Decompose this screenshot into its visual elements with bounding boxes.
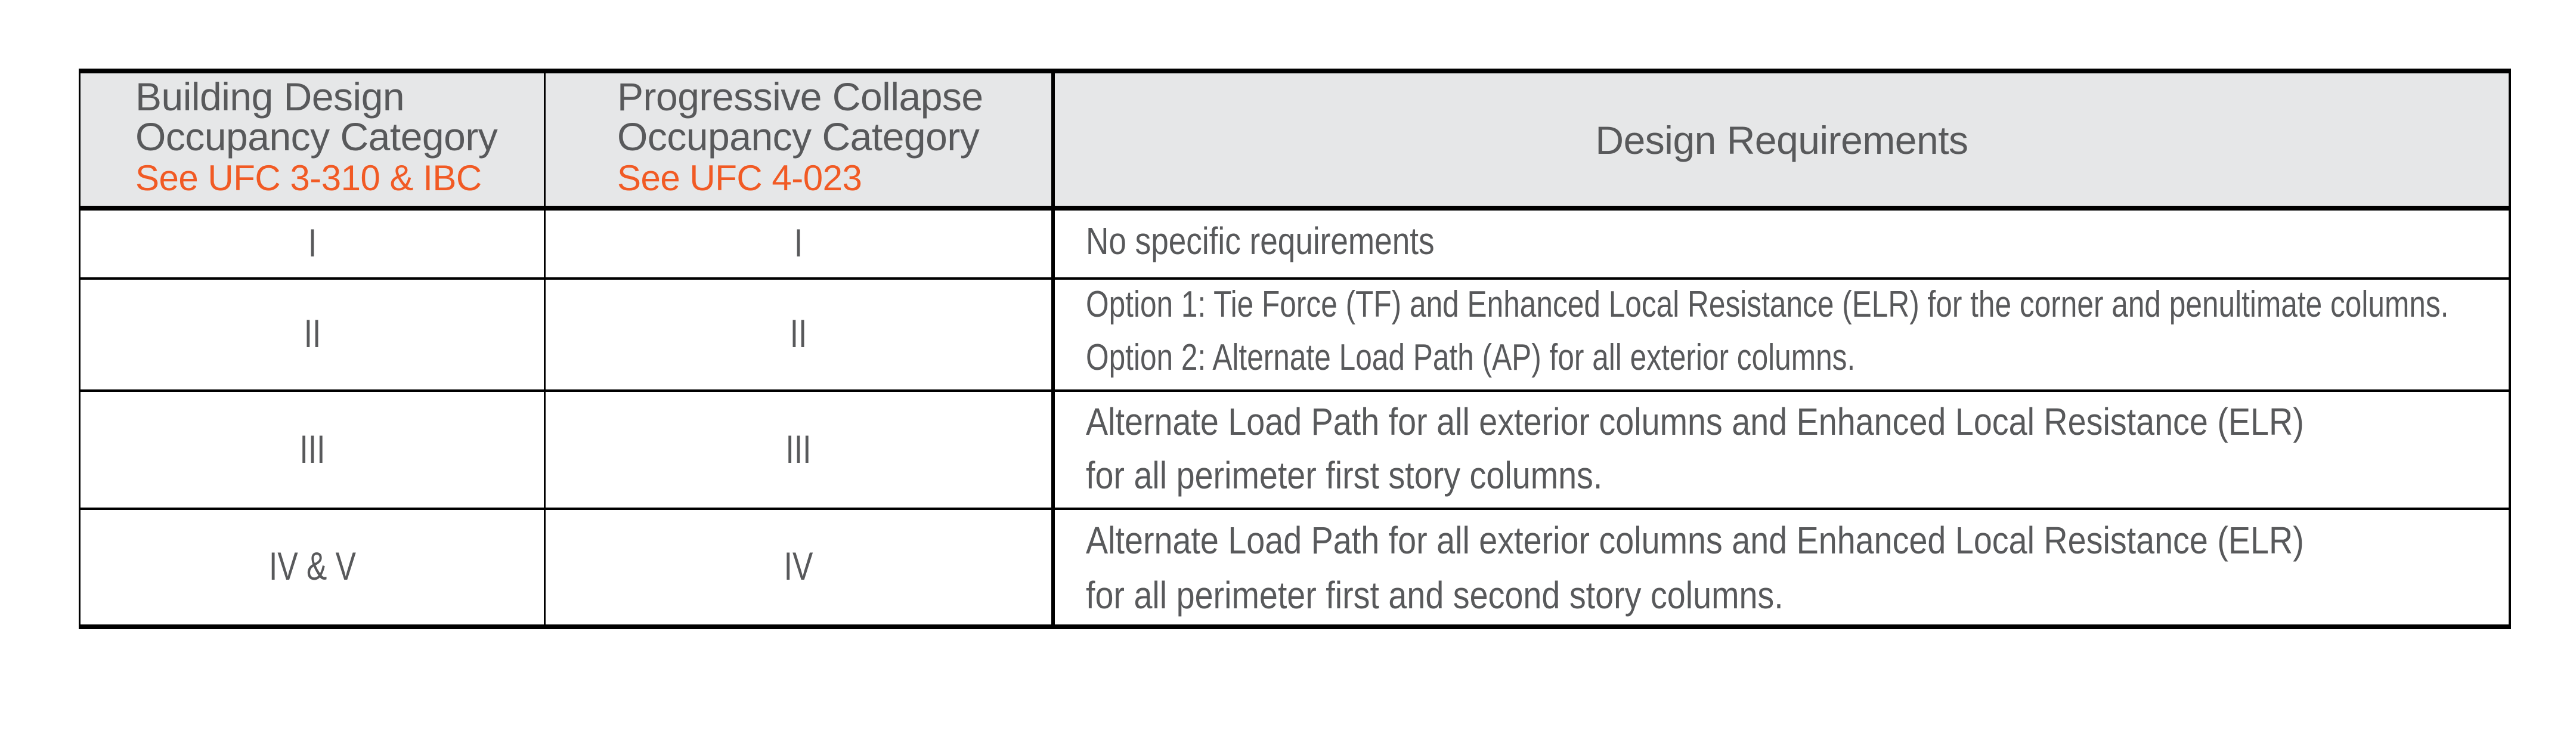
row-4-building-category [80,510,544,624]
building-category-value: IV & V [269,544,356,588]
row-3-requirements [1086,392,2505,508]
collapse-category-value: II [789,311,807,355]
row-1-bottom-border [79,277,2511,280]
header-building-reference: See UFC 3-310 & IBC [135,158,482,198]
collapse-category-value: I [794,221,803,265]
row-2-bottom-border [79,389,2511,392]
requirement-line: for all perimeter first and second story columns. [1086,574,1784,617]
table-top-border [79,69,2511,73]
requirement-line: Option 1: Tie Force (TF) and Enhanced Local Resistance (ELR) for the corner and penultimate columns. [1086,284,2449,325]
collapse-category-value: IV [784,544,813,588]
building-category-value: II [304,311,321,355]
header-building-line-1: Building Design [135,75,405,119]
row-1-requirements [1086,211,2505,277]
header-design-requirements: Design Requirements [1595,118,1968,162]
row-1-collapse-category [546,211,1051,277]
building-category-value: III [299,427,326,471]
header-collapse-reference: See UFC 4-023 [617,158,862,198]
row-3-collapse-category [546,392,1051,508]
row-4-collapse-category [546,510,1051,624]
header-collapse-line-1: Progressive Collapse [617,75,983,119]
header-building-line-2: Occupancy Category [135,115,498,159]
header-bottom-border [79,206,2511,211]
requirement-line: Option 2: Alternate Load Path (AP) for all exterior columns. [1086,337,1856,378]
row-2-building-category [80,280,544,389]
row-3-building-category [80,392,544,508]
table-right-border [2509,69,2511,629]
occupancy-requirements-table [79,69,2511,629]
row-4-requirements [1086,510,2505,624]
building-category-value: I [308,221,317,265]
table-bottom-border [79,624,2511,629]
row-2-collapse-category [546,280,1051,389]
collapse-category-value: III [785,427,812,471]
header-collapse-line-2: Occupancy Category [617,115,980,159]
header-cell-building-category [80,73,544,206]
requirement-line: Alternate Load Path for all exterior columns and Enhanced Local Resistance (ELR) [1086,400,2304,443]
header-cell-collapse-category [546,73,1051,206]
header-cell-design-requirements [1055,73,2509,206]
requirement-line: for all perimeter first story columns. [1086,454,1603,497]
row-1-building-category [80,211,544,277]
column-divider-2 [1051,69,1055,629]
requirement-line: No specific requirements [1086,219,1435,262]
column-divider-1 [544,69,546,629]
requirement-line: Alternate Load Path for all exterior columns and Enhanced Local Resistance (ELR) [1086,519,2304,562]
row-2-requirements [1086,280,2505,389]
table-left-border [79,69,80,629]
row-3-bottom-border [79,508,2511,510]
